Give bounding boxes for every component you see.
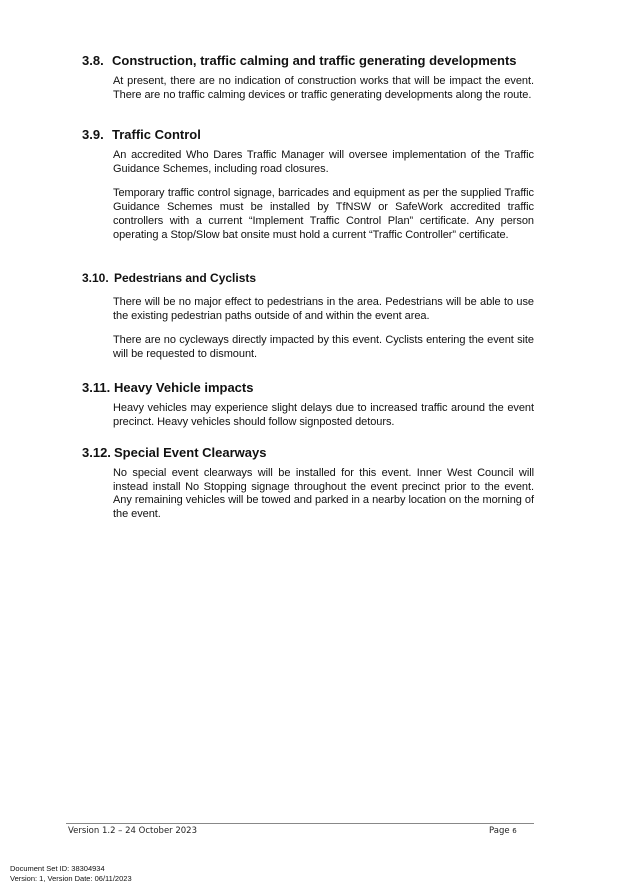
section-3-12 — [82, 445, 534, 522]
page-number: 6 — [512, 827, 517, 835]
section-number: 3.11. — [82, 380, 111, 395]
document-version-date: Version: 1, Version Date: 06/11/2023 — [10, 874, 132, 883]
section-title: Pedestrians and Cyclists — [114, 271, 257, 285]
section-3-8 — [82, 53, 534, 102]
document-metadata — [10, 864, 132, 884]
section-paragraph: At present, there are no indication of construction works that will be impact the event. There are no traffic calming devices or traffic generating developments along the route. — [113, 75, 534, 101]
section-number: 3.12. — [82, 445, 111, 460]
page-label: Page — [489, 826, 510, 836]
section-3-10 — [82, 270, 534, 362]
section-number: 3.10. — [82, 271, 109, 285]
section-heading — [82, 270, 534, 286]
section-title: Special Event Clearways — [114, 445, 267, 460]
section-paragraph: Heavy vehicles may experience slight delays due to increased traffic around the event precinct. Heavy vehicles should follow signposted detours. — [113, 402, 534, 428]
section-3-9 — [82, 127, 534, 242]
section-number: 3.9. — [82, 127, 104, 142]
section-heading — [82, 380, 534, 396]
section-3-11 — [82, 380, 534, 429]
section-heading — [82, 53, 534, 69]
section-paragraph: Temporary traffic control signage, barricades and equipment as per the supplied Traffic Guidance Schemes must be installed by TfNSW or SafeWork accredited traffic controllers with a current “Implement Traffic Control Plan” certificate. Any person operating a Stop/Slow bat onsite must hold a current “Traffic Controller” certificate. — [113, 187, 534, 241]
section-paragraph: An accredited Who Dares Traffic Manager will oversee implementation of the Traffic Guidance Schemes, including road closures. — [113, 149, 534, 175]
footer-page-indicator — [489, 826, 517, 837]
footer-version: Version 1.2 – 24 October 2023 — [68, 826, 197, 836]
section-paragraph: There will be no major effect to pedestrians in the area. Pedestrians will be able to use the existing pedestrian paths outside of and within the event area. — [113, 296, 534, 322]
section-paragraph: No special event clearways will be installed for this event. Inner West Council will instead install No Stopping signage throughout the event precinct prior to the event. Any remaining vehicles will be towed and parked in a nearby location on the morning of the event. — [113, 467, 534, 521]
footer-divider — [66, 823, 534, 824]
section-title: Construction, traffic calming and traffic generating developments — [112, 53, 517, 68]
section-heading — [82, 445, 534, 461]
section-heading — [82, 127, 534, 143]
section-title: Heavy Vehicle impacts — [114, 380, 254, 395]
document-set-id: Document Set ID: 38304934 — [10, 864, 105, 873]
section-number: 3.8. — [82, 53, 104, 68]
section-title: Traffic Control — [112, 127, 201, 142]
section-paragraph: There are no cycleways directly impacted by this event. Cyclists entering the event site will be requested to dismount. — [113, 334, 534, 361]
